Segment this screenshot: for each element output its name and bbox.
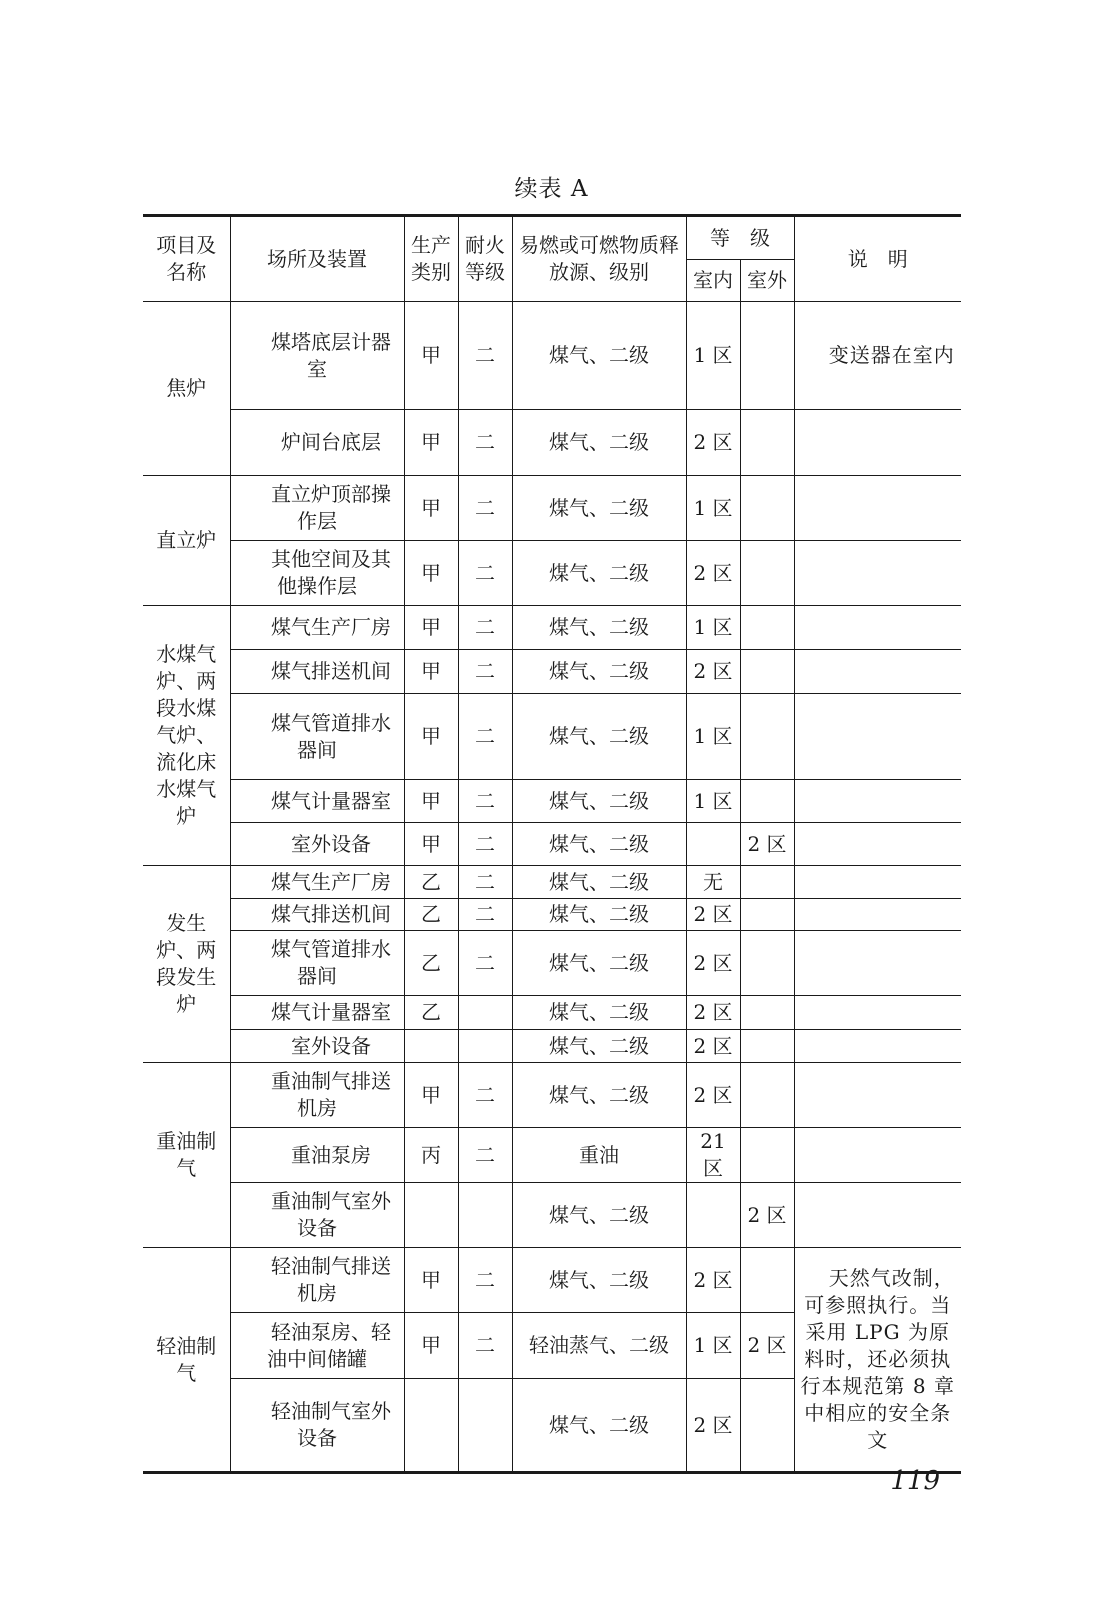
header-outdoor: 室外 [740, 260, 794, 302]
place-cell: 煤气计量器室 [230, 996, 404, 1030]
release-source-cell: 轻油蒸气、二级 [512, 1313, 686, 1379]
outdoor-grade-cell [740, 1128, 794, 1183]
header-place: 场所及装置 [230, 216, 404, 302]
release-source-cell: 煤气、二级 [512, 302, 686, 410]
note-cell [794, 1183, 961, 1248]
place-cell: 煤气计量器室 [230, 780, 404, 823]
project-name-cell: 水煤气炉、两段水煤气炉、流化床水煤气炉 [143, 606, 230, 866]
place-cell: 煤塔底层计器室 [230, 302, 404, 410]
production-class-cell: 甲 [404, 1313, 458, 1379]
indoor-grade-cell: 无 [686, 866, 740, 899]
header-production-class: 生产类别 [404, 216, 458, 302]
release-source-cell: 煤气、二级 [512, 1183, 686, 1248]
table-row [143, 1128, 961, 1183]
production-class-cell: 甲 [404, 302, 458, 410]
place-cell: 煤气管道排水器间 [230, 694, 404, 780]
fire-rating-cell: 二 [458, 1313, 512, 1379]
place-cell: 煤气排送机间 [230, 650, 404, 694]
place-cell: 轻油制气排送机房 [230, 1248, 404, 1313]
production-class-cell: 甲 [404, 541, 458, 606]
note-cell [794, 780, 961, 823]
note-cell [794, 996, 961, 1030]
table-row [143, 823, 961, 866]
place-cell: 煤气生产厂房 [230, 606, 404, 650]
production-class-cell: 甲 [404, 476, 458, 541]
note-cell [794, 931, 961, 996]
indoor-grade-cell: 2 区 [686, 1379, 740, 1473]
production-class-cell [404, 1183, 458, 1248]
outdoor-grade-cell: 2 区 [740, 1313, 794, 1379]
table-row [143, 1030, 961, 1063]
release-source-cell: 煤气、二级 [512, 1248, 686, 1313]
indoor-grade-cell: 1 区 [686, 302, 740, 410]
indoor-grade-cell: 21 区 [686, 1128, 740, 1183]
table-row [143, 1063, 961, 1128]
place-cell: 重油泵房 [230, 1128, 404, 1183]
table-row [143, 931, 961, 996]
note-cell [794, 694, 961, 780]
place-cell: 煤气生产厂房 [230, 866, 404, 899]
indoor-grade-cell: 2 区 [686, 541, 740, 606]
table-row [143, 866, 961, 899]
indoor-grade-cell [686, 823, 740, 866]
project-name-cell: 直立炉 [143, 476, 230, 606]
outdoor-grade-cell [740, 410, 794, 476]
fire-rating-cell: 二 [458, 694, 512, 780]
indoor-grade-cell: 1 区 [686, 780, 740, 823]
release-source-cell: 煤气、二级 [512, 606, 686, 650]
page-number: 119 [890, 1466, 940, 1496]
place-cell: 室外设备 [230, 823, 404, 866]
table-row [143, 606, 961, 650]
table-row [143, 302, 961, 410]
outdoor-grade-cell [740, 780, 794, 823]
note-cell: 天然气改制，可参照执行。当采用 LPG 为原料时，还必须执行本规范第 8 章中相应的安全条文 [794, 1248, 961, 1473]
production-class-cell: 甲 [404, 694, 458, 780]
fire-rating-cell [458, 1183, 512, 1248]
release-source-cell: 煤气、二级 [512, 650, 686, 694]
fire-rating-cell [458, 1030, 512, 1063]
table-row [143, 476, 961, 541]
release-source-cell: 煤气、二级 [512, 541, 686, 606]
table-row [143, 694, 961, 780]
production-class-cell: 甲 [404, 1063, 458, 1128]
fire-rating-cell: 二 [458, 1248, 512, 1313]
place-cell: 轻油制气室外设备 [230, 1379, 404, 1473]
note-cell [794, 606, 961, 650]
header-release-source: 易燃或可燃物质释放源、级别 [512, 216, 686, 302]
header-indoor: 室内 [686, 260, 740, 302]
place-cell: 轻油泵房、轻油中间储罐 [230, 1313, 404, 1379]
fire-rating-cell: 二 [458, 931, 512, 996]
production-class-cell: 甲 [404, 410, 458, 476]
note-cell [794, 823, 961, 866]
production-class-cell: 丙 [404, 1128, 458, 1183]
place-cell: 炉间台底层 [230, 410, 404, 476]
outdoor-grade-cell [740, 650, 794, 694]
header-project: 项目及名称 [143, 216, 230, 302]
table-row [143, 1248, 961, 1313]
place-cell: 直立炉顶部操作层 [230, 476, 404, 541]
indoor-grade-cell: 1 区 [686, 476, 740, 541]
header-fire-rating: 耐火等级 [458, 216, 512, 302]
project-name-cell: 轻油制气 [143, 1248, 230, 1473]
outdoor-grade-cell: 2 区 [740, 1183, 794, 1248]
production-class-cell [404, 1030, 458, 1063]
production-class-cell: 乙 [404, 931, 458, 996]
release-source-cell: 煤气、二级 [512, 780, 686, 823]
outdoor-grade-cell [740, 694, 794, 780]
indoor-grade-cell [686, 1183, 740, 1248]
header-grade: 等 级 [686, 216, 794, 260]
note-cell [794, 1063, 961, 1128]
outdoor-grade-cell [740, 931, 794, 996]
indoor-grade-cell: 1 区 [686, 694, 740, 780]
fire-rating-cell: 二 [458, 899, 512, 931]
production-class-cell: 甲 [404, 650, 458, 694]
note-cell [794, 541, 961, 606]
place-cell: 室外设备 [230, 1030, 404, 1063]
table-row [143, 410, 961, 476]
fire-rating-cell: 二 [458, 1063, 512, 1128]
note-cell [794, 866, 961, 899]
fire-rating-cell: 二 [458, 780, 512, 823]
fire-rating-cell: 二 [458, 410, 512, 476]
table-row [143, 899, 961, 931]
outdoor-grade-cell [740, 996, 794, 1030]
project-name-cell: 焦炉 [143, 302, 230, 476]
place-cell: 重油制气室外设备 [230, 1183, 404, 1248]
indoor-grade-cell: 2 区 [686, 1063, 740, 1128]
release-source-cell: 煤气、二级 [512, 476, 686, 541]
project-name-cell: 发生炉、两段发生炉 [143, 866, 230, 1063]
outdoor-grade-cell [740, 541, 794, 606]
place-cell: 其他空间及其他操作层 [230, 541, 404, 606]
place-cell: 煤气管道排水器间 [230, 931, 404, 996]
indoor-grade-cell: 2 区 [686, 1030, 740, 1063]
outdoor-grade-cell [740, 302, 794, 410]
release-source-cell: 重油 [512, 1128, 686, 1183]
release-source-cell: 煤气、二级 [512, 823, 686, 866]
production-class-cell: 甲 [404, 1248, 458, 1313]
note-cell [794, 650, 961, 694]
indoor-grade-cell: 2 区 [686, 650, 740, 694]
fire-rating-cell: 二 [458, 866, 512, 899]
indoor-grade-cell: 2 区 [686, 931, 740, 996]
fire-rating-cell: 二 [458, 541, 512, 606]
fire-rating-cell: 二 [458, 476, 512, 541]
fire-rating-cell: 二 [458, 302, 512, 410]
table-row [143, 650, 961, 694]
release-source-cell: 煤气、二级 [512, 1379, 686, 1473]
release-source-cell: 煤气、二级 [512, 1030, 686, 1063]
hazard-zone-table [143, 214, 961, 1474]
production-class-cell: 乙 [404, 996, 458, 1030]
fire-rating-cell: 二 [458, 1128, 512, 1183]
note-cell [794, 476, 961, 541]
outdoor-grade-cell: 2 区 [740, 823, 794, 866]
fire-rating-cell [458, 1379, 512, 1473]
indoor-grade-cell: 1 区 [686, 606, 740, 650]
outdoor-grade-cell [740, 1030, 794, 1063]
release-source-cell: 煤气、二级 [512, 1063, 686, 1128]
fire-rating-cell: 二 [458, 650, 512, 694]
outdoor-grade-cell [740, 476, 794, 541]
production-class-cell: 甲 [404, 780, 458, 823]
production-class-cell: 乙 [404, 899, 458, 931]
outdoor-grade-cell [740, 899, 794, 931]
indoor-grade-cell: 2 区 [686, 899, 740, 931]
release-source-cell: 煤气、二级 [512, 996, 686, 1030]
note-cell [794, 899, 961, 931]
production-class-cell: 乙 [404, 866, 458, 899]
outdoor-grade-cell [740, 1063, 794, 1128]
table-row [143, 1183, 961, 1248]
note-cell [794, 1128, 961, 1183]
place-cell: 重油制气排送机房 [230, 1063, 404, 1128]
indoor-grade-cell: 2 区 [686, 996, 740, 1030]
fire-rating-cell: 二 [458, 606, 512, 650]
table-title: 续表 A [514, 176, 589, 202]
note-cell [794, 410, 961, 476]
outdoor-grade-cell [740, 1379, 794, 1473]
table-row [143, 541, 961, 606]
place-cell: 煤气排送机间 [230, 899, 404, 931]
fire-rating-cell: 二 [458, 823, 512, 866]
note-cell [794, 1030, 961, 1063]
header-note: 说 明 [794, 216, 961, 302]
outdoor-grade-cell [740, 866, 794, 899]
production-class-cell: 甲 [404, 823, 458, 866]
indoor-grade-cell: 2 区 [686, 410, 740, 476]
indoor-grade-cell: 1 区 [686, 1313, 740, 1379]
project-name-cell: 重油制气 [143, 1063, 230, 1248]
outdoor-grade-cell [740, 606, 794, 650]
production-class-cell [404, 1379, 458, 1473]
release-source-cell: 煤气、二级 [512, 410, 686, 476]
release-source-cell: 煤气、二级 [512, 694, 686, 780]
release-source-cell: 煤气、二级 [512, 866, 686, 899]
fire-rating-cell [458, 996, 512, 1030]
production-class-cell: 甲 [404, 606, 458, 650]
release-source-cell: 煤气、二级 [512, 899, 686, 931]
table-row [143, 996, 961, 1030]
release-source-cell: 煤气、二级 [512, 931, 686, 996]
outdoor-grade-cell [740, 1248, 794, 1313]
table-row [143, 780, 961, 823]
indoor-grade-cell: 2 区 [686, 1248, 740, 1313]
note-cell: 变送器在室内 [794, 302, 961, 410]
